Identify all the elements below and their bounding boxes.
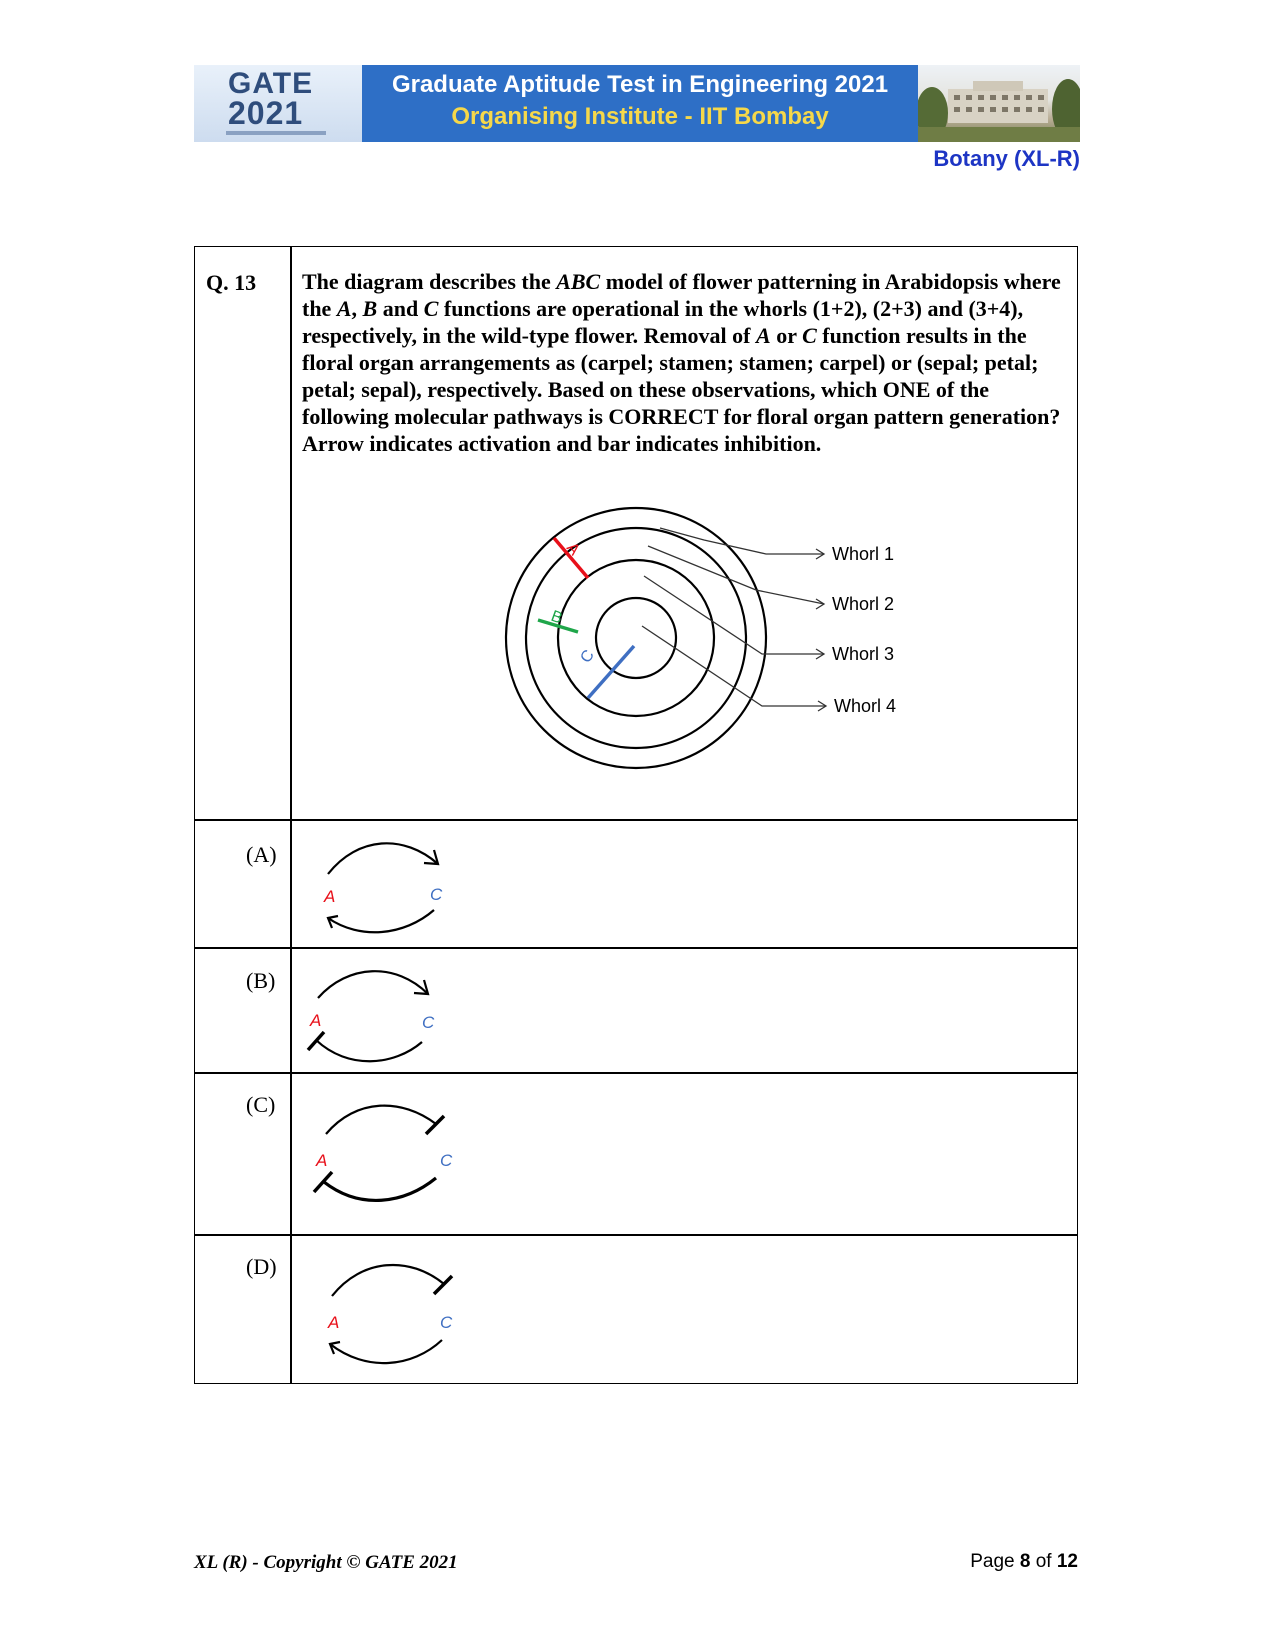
question-table [194, 246, 1078, 1384]
node-a-label: A [310, 1011, 322, 1030]
question-text-part: , [351, 296, 363, 321]
row-divider [194, 1072, 1078, 1074]
question-text-italic: C [423, 296, 439, 321]
option-d-pathway [314, 1246, 494, 1376]
function-a-label: A [562, 539, 583, 559]
logo-gate-text: GATE [228, 67, 314, 100]
function-c-label: C [577, 647, 598, 667]
option-d-label: (D) [246, 1254, 277, 1279]
page-total: 12 [1056, 1551, 1078, 1572]
node-a-label: A [316, 1151, 328, 1170]
option-b-label: (B) [246, 968, 276, 993]
banner-subtitle: Organising Institute - IIT Bombay [451, 103, 829, 130]
page-current: 8 [1019, 1551, 1031, 1572]
node-c-label: C [422, 1013, 435, 1032]
question-text-italic: B [362, 296, 378, 321]
header-banner [194, 65, 1080, 142]
question-text-part: model of flower patterning in Arabidopsis where the [302, 269, 1061, 321]
column-divider [290, 246, 292, 1384]
question-text-italic: C [802, 323, 817, 348]
question-text-part: or [770, 323, 803, 348]
option-c-label: (C) [246, 1092, 276, 1117]
gate-logo [194, 65, 362, 142]
footer-copyright: XL (R) - Copyright © GATE 2021 [194, 1552, 458, 1573]
logo-tagline-strip [226, 131, 326, 135]
row-divider [194, 1234, 1078, 1236]
function-b-label: B [548, 607, 565, 628]
whorl-1-label: Whorl 1 [832, 544, 895, 564]
whorl-3-ring [558, 560, 714, 716]
whorl-4-leader-line [642, 626, 826, 706]
question-text-italic: A [336, 296, 352, 321]
row-divider [194, 947, 1078, 949]
question-text-part: The diagram describes the [302, 269, 557, 294]
option-a-label: (A) [246, 842, 277, 867]
question-text-italic: ABC [556, 269, 601, 294]
function-c-bar [588, 646, 634, 698]
node-a-label: A [324, 887, 336, 906]
inhibition-bar-icon [314, 1172, 332, 1192]
node-a-label: A [328, 1313, 340, 1332]
question-text-part: function results in the floral organ arrangements as (carpel; stamen; stamen; carpel) or (sepal; petal; petal; sepal), respectively. Based on these observations, which ONE of the following molecular pathways is CORRECT for floral organ pattern generation? Arrow indicates activation and bar indicates inhibition. [302, 323, 1061, 456]
abc-whorl-diagram [494, 496, 974, 796]
question-text [302, 268, 1072, 457]
whorl-3-label: Whorl 3 [832, 644, 895, 664]
option-a-pathway [314, 836, 484, 936]
page-middle: of [1030, 1551, 1057, 1572]
building-image [918, 65, 1080, 142]
node-c-label: C [430, 885, 443, 904]
logo-year-text: 2021 [228, 95, 304, 131]
whorl-2-label: Whorl 2 [832, 594, 895, 614]
whorl-1-leader-line [660, 528, 824, 554]
option-c-pathway [304, 1086, 484, 1216]
node-c-label: C [440, 1313, 453, 1332]
question-text-part: and [377, 296, 424, 321]
footer-page-number [880, 1551, 1078, 1573]
node-c-label: C [440, 1151, 453, 1170]
subject-label: Botany (XL-R) [933, 146, 1080, 171]
banner-title: Graduate Aptitude Test in Engineering 2021 [391, 71, 889, 98]
whorl-4-ring [596, 598, 676, 678]
institute-building-photo [918, 65, 1080, 142]
whorl-4-label: Whorl 4 [834, 696, 897, 716]
row-divider [194, 819, 1078, 821]
question-text-part: functions are operational in the whorls (1+2), (2+3) and (3+4), respectively, in the wild-type flower. Removal of [302, 296, 1024, 348]
option-b-pathway [304, 958, 474, 1068]
inhibition-bar-icon [308, 1032, 324, 1050]
arrowhead-icon [816, 599, 824, 609]
question-number: Q. 13 [206, 270, 257, 295]
page-prefix: Page [970, 1551, 1020, 1572]
question-text-italic: A [756, 323, 771, 348]
whorl-1-ring [506, 508, 766, 768]
